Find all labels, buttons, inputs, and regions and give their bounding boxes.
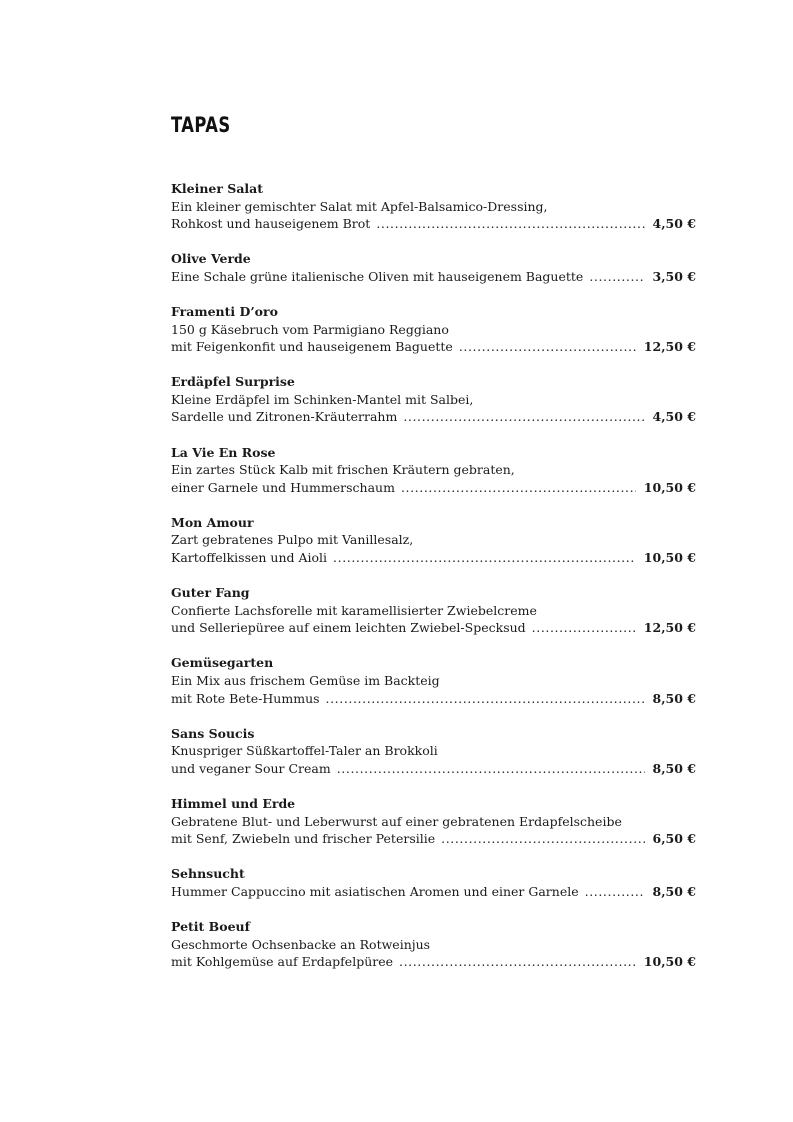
menu-item-description: Eine Schale grüne italienische Oliven mit hauseigenem Baguette — [171, 268, 584, 284]
menu-item-price-line — [171, 883, 696, 901]
menu-item-description: Sardelle und Zitronen-Kräuterrahm — [171, 409, 398, 425]
dot-leader — [459, 338, 636, 356]
menu-item-description: mit Kohlgemüse auf Erdapfelpüree — [171, 954, 394, 970]
menu-item-name: Himmel und Erde — [171, 795, 296, 811]
menu-item-price-line — [171, 268, 696, 286]
menu-item — [171, 444, 696, 497]
menu-item-description: einer Garnele und Hummerschaum — [171, 479, 395, 495]
menu-item-price-line — [171, 830, 696, 848]
menu-item-price-line — [171, 338, 696, 356]
menu-item — [171, 250, 696, 285]
dot-leader — [333, 549, 636, 567]
menu-item-description: und veganer Sour Cream — [171, 760, 331, 776]
menu-item — [171, 180, 696, 233]
menu-item-price: 10,50 € — [643, 954, 696, 970]
menu-item-description: 150 g Käsebruch vom Parmigiano Reggiano — [171, 321, 449, 337]
menu-item — [171, 654, 696, 707]
dot-leader — [589, 268, 644, 286]
dot-leader — [376, 215, 644, 233]
menu-item-price-line — [171, 479, 696, 497]
menu-item — [171, 918, 696, 971]
menu-item — [171, 865, 696, 900]
menu-item — [171, 725, 696, 778]
menu-item-name: Sans Soucis — [171, 725, 255, 741]
menu-item-name: Guter Fang — [171, 585, 250, 601]
menu-item-description: mit Senf, Zwiebeln und frischer Petersilie — [171, 831, 436, 847]
menu-item-price: 12,50 € — [643, 620, 696, 636]
menu-item-price: 10,50 € — [643, 550, 696, 565]
menu-item — [171, 373, 696, 426]
menu-item-description: Confierte Lachsforelle mit karamellisierter Zwiebelcreme — [171, 602, 537, 618]
menu-item-name: Framenti D’oro — [171, 303, 278, 319]
menu-item-description: Hummer Cappuccino mit asiatischen Aromen und einer Garnele — [171, 883, 579, 899]
menu-item-name: Erdäpfel Surprise — [171, 374, 295, 390]
menu-item-name: La Vie En Rose — [171, 444, 276, 460]
menu-item-price-line — [171, 619, 696, 637]
menu-item — [171, 795, 696, 848]
menu-item-price-line — [171, 549, 696, 567]
menu-item-price: 4,50 € — [652, 409, 696, 425]
menu-item-description: mit Feigenkonfit und hauseigenem Baguette — [171, 339, 453, 355]
menu-item-description: und Selleriepüree auf einem leichten Zwiebel-Specksud — [171, 620, 526, 636]
menu-item-price: 12,50 € — [643, 339, 696, 355]
menu-item-description: Kartoffelkissen und Aioli — [171, 550, 328, 565]
menu-item-price: 4,50 € — [652, 216, 696, 232]
menu-item-description: Zart gebratenes Pulpo mit Vanillesalz, — [171, 532, 414, 548]
menu-item-price: 3,50 € — [652, 268, 696, 284]
dot-leader — [337, 760, 645, 778]
menu-list — [171, 180, 696, 988]
menu-item-description: Gebratene Blut- und Leberwurst auf einer gebratenen Erdapfelscheibe — [171, 813, 622, 829]
menu-item-price: 8,50 € — [652, 690, 696, 706]
menu-item-name: Petit Boeuf — [171, 918, 250, 934]
menu-item-description: Rohkost und hauseigenem Brot — [171, 216, 371, 232]
menu-item-description: Ein zartes Stück Kalb mit frischen Kräutern gebraten, — [171, 462, 515, 478]
menu-item-name: Sehnsucht — [171, 866, 245, 882]
menu-item-price-line — [171, 760, 696, 778]
menu-item-description: Geschmorte Ochsenbacke an Rotweinjus — [171, 936, 431, 952]
menu-item-name: Gemüsegarten — [171, 655, 274, 671]
dot-leader — [403, 408, 644, 426]
section-heading: TAPAS — [171, 113, 231, 137]
menu-item-price: 6,50 € — [652, 831, 696, 847]
menu-item — [171, 514, 696, 567]
menu-item-name: Kleiner Salat — [171, 181, 264, 196]
menu-item-price-line — [171, 690, 696, 708]
menu-item-price: 8,50 € — [652, 883, 696, 899]
menu-item-name: Mon Amour — [171, 514, 254, 530]
menu-item-price: 10,50 € — [643, 479, 696, 495]
menu-item-price-line — [171, 215, 696, 233]
menu-item-price: 8,50 € — [652, 760, 696, 776]
dot-leader — [532, 619, 636, 637]
dot-leader — [401, 479, 636, 497]
menu-item-description: Ein Mix aus frischem Gemüse im Backteig — [171, 672, 440, 688]
dot-leader — [585, 883, 645, 901]
menu-item-name: Olive Verde — [171, 251, 251, 267]
menu-item — [171, 584, 696, 637]
menu-item-price-line — [171, 408, 696, 426]
menu-item-description: Ein kleiner gemischter Salat mit Apfel-Balsamico-Dressing, — [171, 198, 548, 214]
dot-leader — [441, 830, 644, 848]
menu-item — [171, 303, 696, 356]
menu-item-description: Knuspriger Süßkartoffel-Taler an Brokkoli — [171, 743, 438, 759]
dot-leader — [326, 690, 645, 708]
menu-item-price-line — [171, 953, 696, 971]
dot-leader — [399, 953, 636, 971]
menu-item-description: mit Rote Bete-Hummus — [171, 690, 320, 706]
menu-item-description: Kleine Erdäpfel im Schinken-Mantel mit Salbei, — [171, 391, 474, 407]
